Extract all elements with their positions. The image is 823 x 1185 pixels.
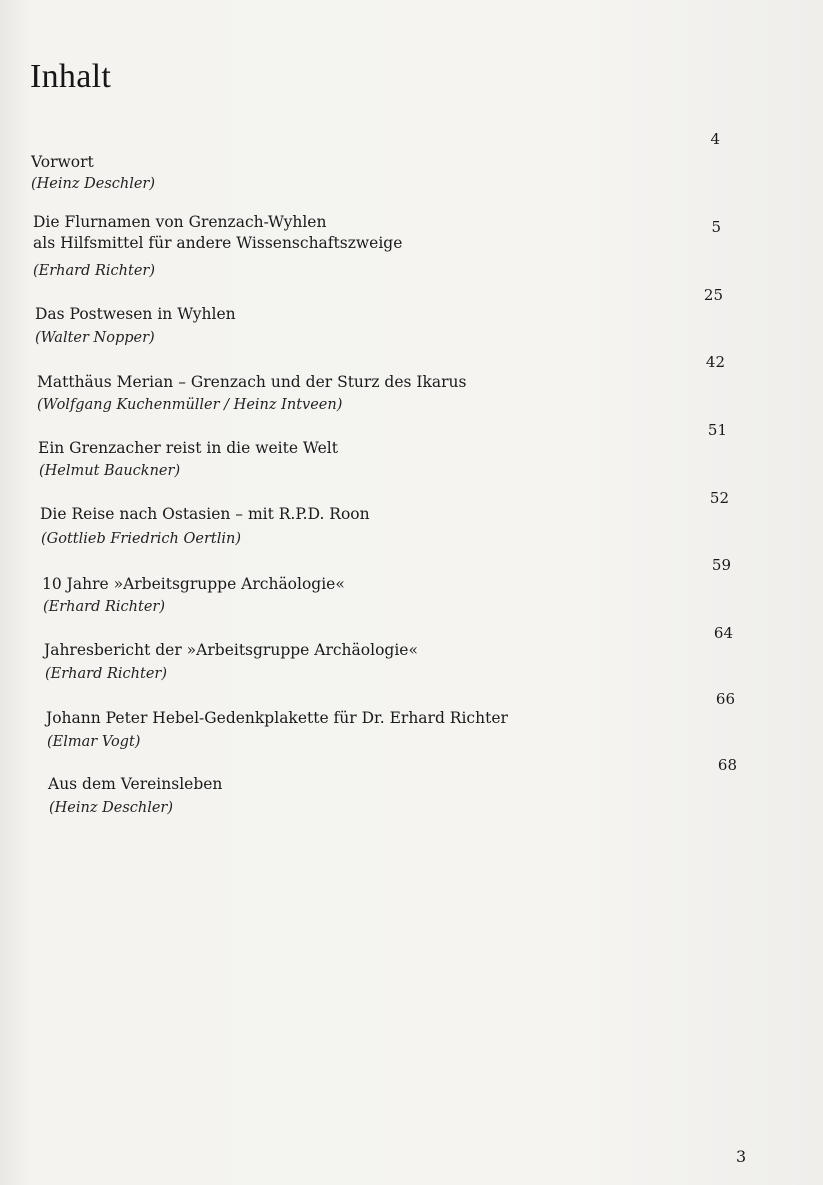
- toc-page-number: 64: [713, 624, 733, 642]
- toc-title: Johann Peter Hebel-Gedenkplakette für Dr. Erhard Richter: [46, 709, 508, 727]
- toc-title: Vorwort: [31, 153, 94, 171]
- toc-author: (Wolfgang Kuchenmüller / Heinz Intveen): [37, 397, 343, 413]
- toc-page-number: 68: [717, 756, 737, 774]
- toc-author: (Erhard Richter): [43, 599, 165, 615]
- toc-page-number: 66: [715, 690, 735, 708]
- toc-title: Ein Grenzacher reist in die weite Welt: [38, 439, 338, 457]
- toc-title: 10 Jahre »Arbeitsgruppe Archäologie«: [42, 575, 345, 593]
- page-number: 3: [736, 1147, 747, 1166]
- toc-page-number: 4: [710, 130, 720, 148]
- toc-author: (Heinz Deschler): [49, 800, 174, 816]
- toc-author: (Elmar Vogt): [47, 734, 141, 750]
- toc-title: Jahresbericht der »Arbeitsgruppe Archäologie«: [44, 641, 418, 659]
- toc-author: (Gottlieb Friedrich Oertlin): [41, 531, 241, 547]
- toc-title: Aus dem Vereinsleben: [48, 775, 223, 793]
- toc-title: Die Flurnamen von Grenzach-Wyhlen: [33, 213, 327, 231]
- toc-page-number: 5: [711, 218, 721, 236]
- toc-title-continued: als Hilfsmittel für andere Wissenschaftszweige: [33, 234, 403, 252]
- toc-page-number: 51: [707, 421, 727, 439]
- toc-title: Die Reise nach Ostasien – mit R.P.D. Roon: [40, 505, 370, 523]
- toc-page-number: 52: [709, 489, 729, 507]
- toc-author: (Helmut Bauckner): [39, 463, 181, 479]
- toc-page-number: 42: [705, 353, 725, 371]
- toc-title: Das Postwesen in Wyhlen: [35, 305, 236, 323]
- toc-author: (Heinz Deschler): [31, 176, 156, 192]
- toc-author: (Walter Nopper): [35, 330, 155, 346]
- toc-title: Matthäus Merian – Grenzach und der Sturz des Ikarus: [37, 373, 467, 391]
- toc-page-number: 59: [711, 556, 731, 574]
- toc-author: (Erhard Richter): [45, 666, 167, 682]
- toc-page-number: 25: [703, 286, 723, 304]
- page-title: Inhalt: [30, 58, 112, 95]
- toc-author: (Erhard Richter): [33, 263, 155, 279]
